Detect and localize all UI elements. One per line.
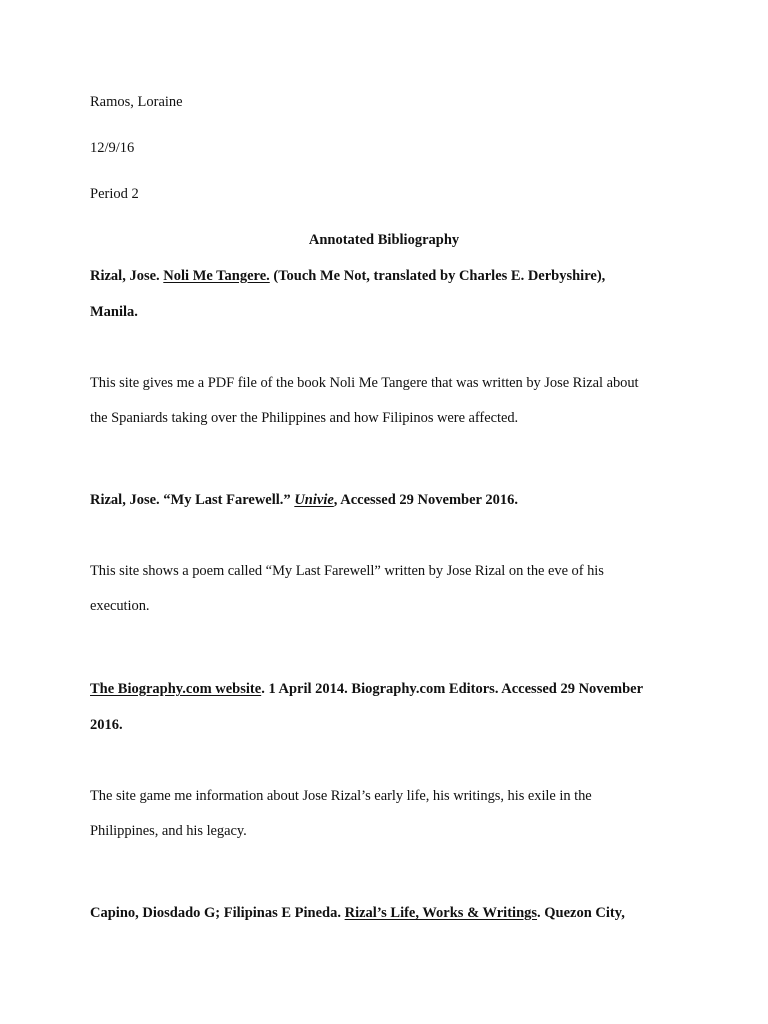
annotation-3-line-1: The site game me information about Jose Rizal’s early life, his writings, his exile in the — [90, 788, 592, 804]
document-title: Annotated Bibliography — [308, 232, 460, 248]
author-name: Ramos, Loraine — [90, 94, 183, 110]
citation-3-line-2: 2016. — [90, 717, 123, 733]
citation-2-author: Rizal, Jose. “My Last Farewell.” — [90, 492, 295, 508]
citation-4-line-1 — [90, 903, 625, 923]
class-period: Period 2 — [90, 186, 139, 202]
annotation-1-line-1: This site gives me a PDF file of the book Noli Me Tangere that was written by Jose Rizal about — [90, 375, 639, 391]
citation-3-details: . 1 April 2014. Biography.com Editors. Accessed 29 November — [261, 681, 644, 697]
document-date: 12/9/16 — [90, 140, 135, 156]
citation-1-work-title: Noli Me Tangere. — [163, 268, 270, 284]
annotation-1-line-2: the Spaniards taking over the Philippines and how Filipinos were affected. — [90, 410, 519, 426]
citation-1-details: (Touch Me Not, translated by Charles E. Derbyshire), — [269, 268, 606, 284]
citation-2-work-title: Univie — [294, 492, 334, 508]
annotation-2-line-2: execution. — [90, 598, 150, 614]
citation-3-work-title: The Biography.com website — [90, 681, 262, 697]
citation-1-author: Rizal, Jose. — [90, 268, 164, 284]
annotation-2-line-1: This site shows a poem called “My Last Farewell” written by Jose Rizal on the eve of his — [90, 563, 604, 579]
citation-4-work-title: Rizal’s Life, Works & Writings — [344, 905, 538, 921]
annotation-3-line-2: Philippines, and his legacy. — [90, 823, 247, 839]
citation-2-line-1 — [90, 490, 518, 510]
citation-1-line-2: Manila. — [90, 304, 138, 320]
citation-4-details: . Quezon City, — [537, 905, 625, 921]
citation-1-line-1 — [90, 266, 605, 286]
citation-3-line-1 — [90, 679, 643, 699]
citation-4-author: Capino, Diosdado G; Filipinas E Pineda. — [90, 905, 345, 921]
citation-2-details: , Accessed 29 November 2016. — [333, 492, 518, 508]
